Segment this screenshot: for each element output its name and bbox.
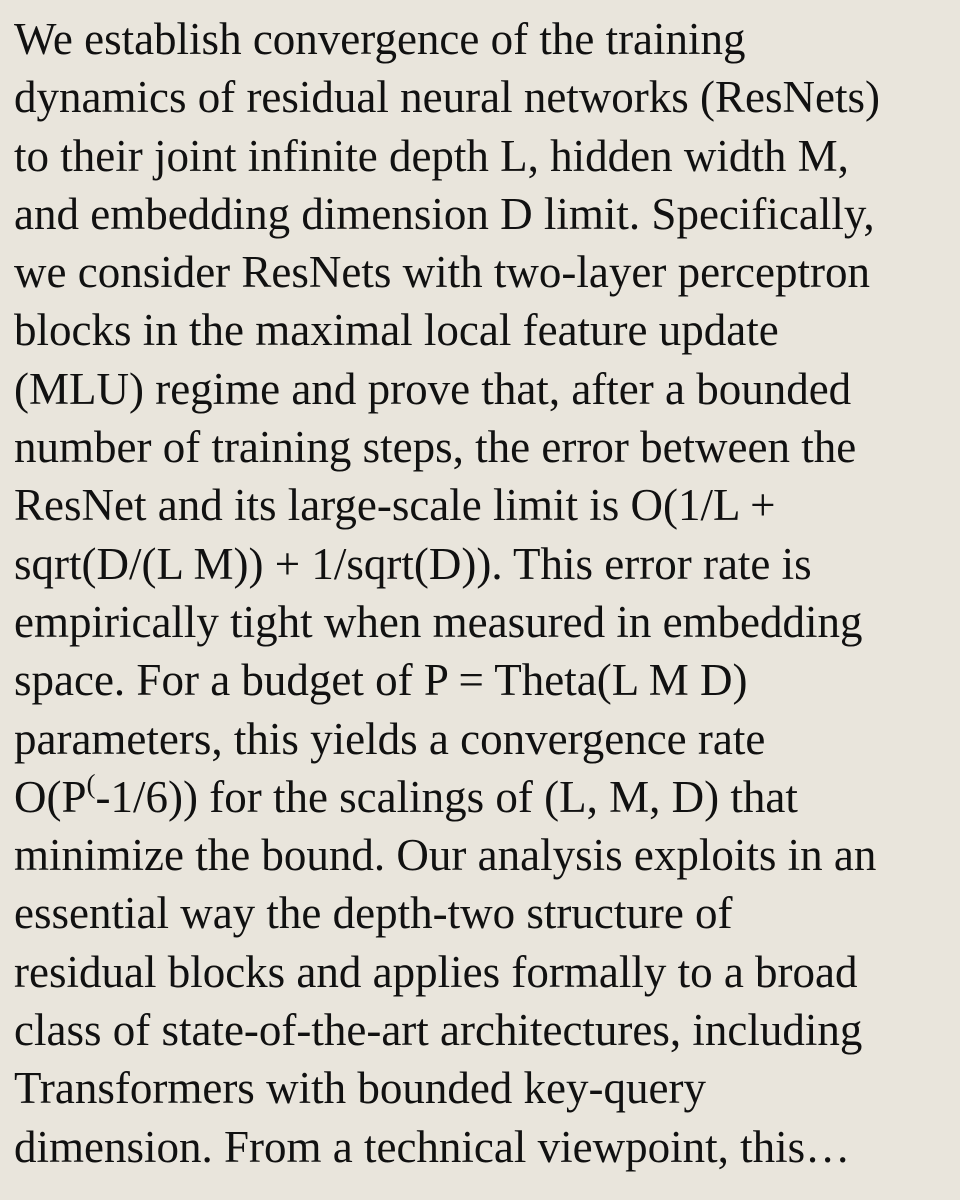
abstract-line-19: Transformers with bounded key-query	[14, 1063, 706, 1114]
abstract-line-14-after: -1/6)) for the scalings of (L, M, D) that	[95, 771, 798, 822]
abstract-line-20: dimension. From a technical viewpoint, this…	[14, 1121, 851, 1172]
abstract-line-13: parameters, this yields a convergence rate	[14, 713, 766, 764]
abstract-line-14	[14, 768, 960, 826]
abstract-line-12: space. For a budget of P = Theta(L M D)	[14, 655, 748, 706]
abstract-line-2: dynamics of residual neural networks (ResNets)	[14, 72, 881, 123]
abstract-line-9: ResNet and its large-scale limit is O(1/L +	[14, 480, 776, 531]
abstract-line-15: minimize the bound. Our analysis exploits in an	[14, 830, 877, 881]
abstract-line-6: blocks in the maximal local feature update	[14, 305, 779, 356]
abstract-line-7: (MLU) regime and prove that, after a bounded	[14, 363, 852, 414]
abstract-line-4: and embedding dimension D limit. Specifically,	[14, 188, 875, 239]
abstract-line-8: number of training steps, the error between the	[14, 422, 857, 473]
abstract-line-14-before: O(P	[14, 771, 87, 822]
abstract-line-18: class of state-of-the-art architectures, including	[14, 1005, 863, 1056]
abstract-line-3: to their joint infinite depth L, hidden width M,	[14, 130, 849, 181]
abstract-line-10: sqrt(D/(L M)) + 1/sqrt(D)). This error rate is	[14, 538, 812, 589]
abstract-line-16: essential way the depth-two structure of	[14, 888, 733, 939]
abstract-line-11: empirically tight when measured in embedding	[14, 596, 863, 647]
abstract-line-1: We establish convergence of the training	[14, 14, 746, 64]
superscript-caret: (	[86, 768, 96, 799]
abstract-text	[14, 10, 960, 1176]
abstract-line-17: residual blocks and applies formally to a broad	[14, 946, 858, 997]
abstract-line-5: we consider ResNets with two-layer perceptron	[14, 247, 870, 298]
